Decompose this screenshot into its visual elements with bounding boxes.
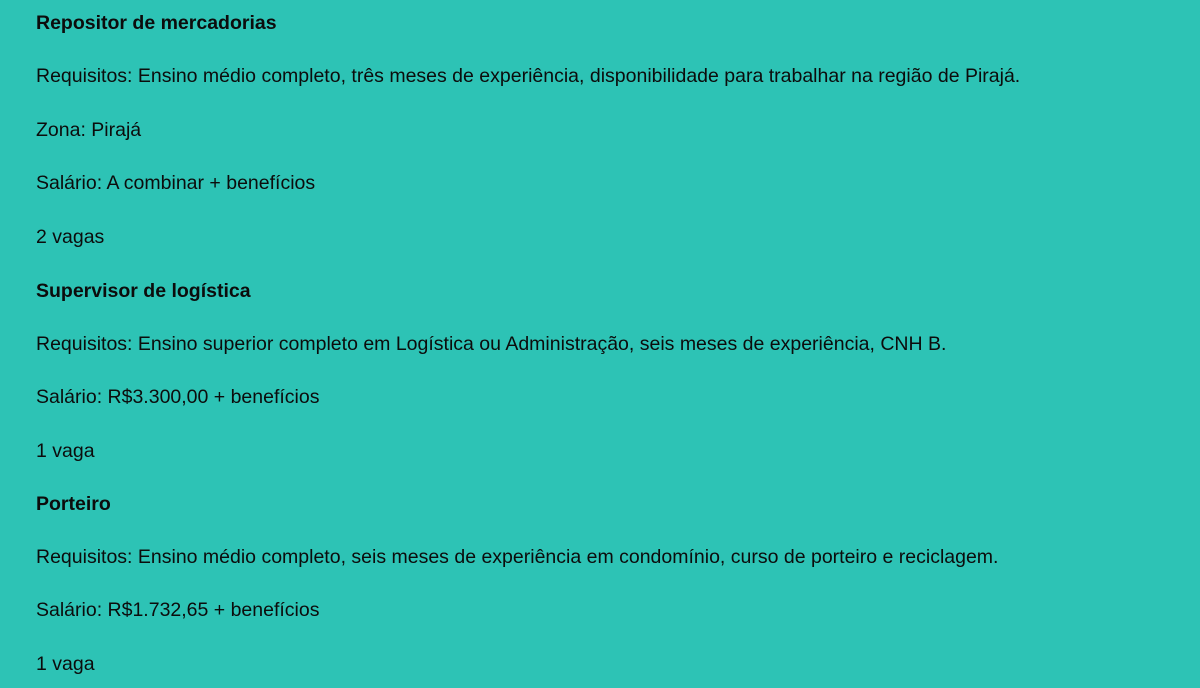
job-title: Repositor de mercadorias: [36, 12, 277, 34]
job-requirements: Requisitos: Ensino médio completo, seis meses de experiência em condomínio, curso de porteiro e reciclagem.: [36, 546, 999, 568]
job-title: Supervisor de logística: [36, 280, 251, 302]
job-salary: Salário: R$1.732,65 + benefícios: [36, 599, 320, 621]
job-zone: Zona: Pirajá: [36, 119, 142, 141]
job-requirements: Requisitos: Ensino médio completo, três meses de experiência, disponibilidade para trabalhar na região de Pirajá.: [36, 65, 1021, 87]
job-requirements: Requisitos: Ensino superior completo em Logística ou Administração, seis meses de experiência, CNH B.: [36, 333, 947, 355]
job-openings: 1 vaga: [36, 653, 95, 675]
job-salary: Salário: A combinar + benefícios: [36, 172, 316, 194]
job-title: Porteiro: [36, 493, 111, 515]
job-openings: 2 vagas: [36, 226, 105, 248]
job-salary: Salário: R$3.300,00 + benefícios: [36, 386, 320, 408]
job-openings: 1 vaga: [36, 440, 95, 462]
